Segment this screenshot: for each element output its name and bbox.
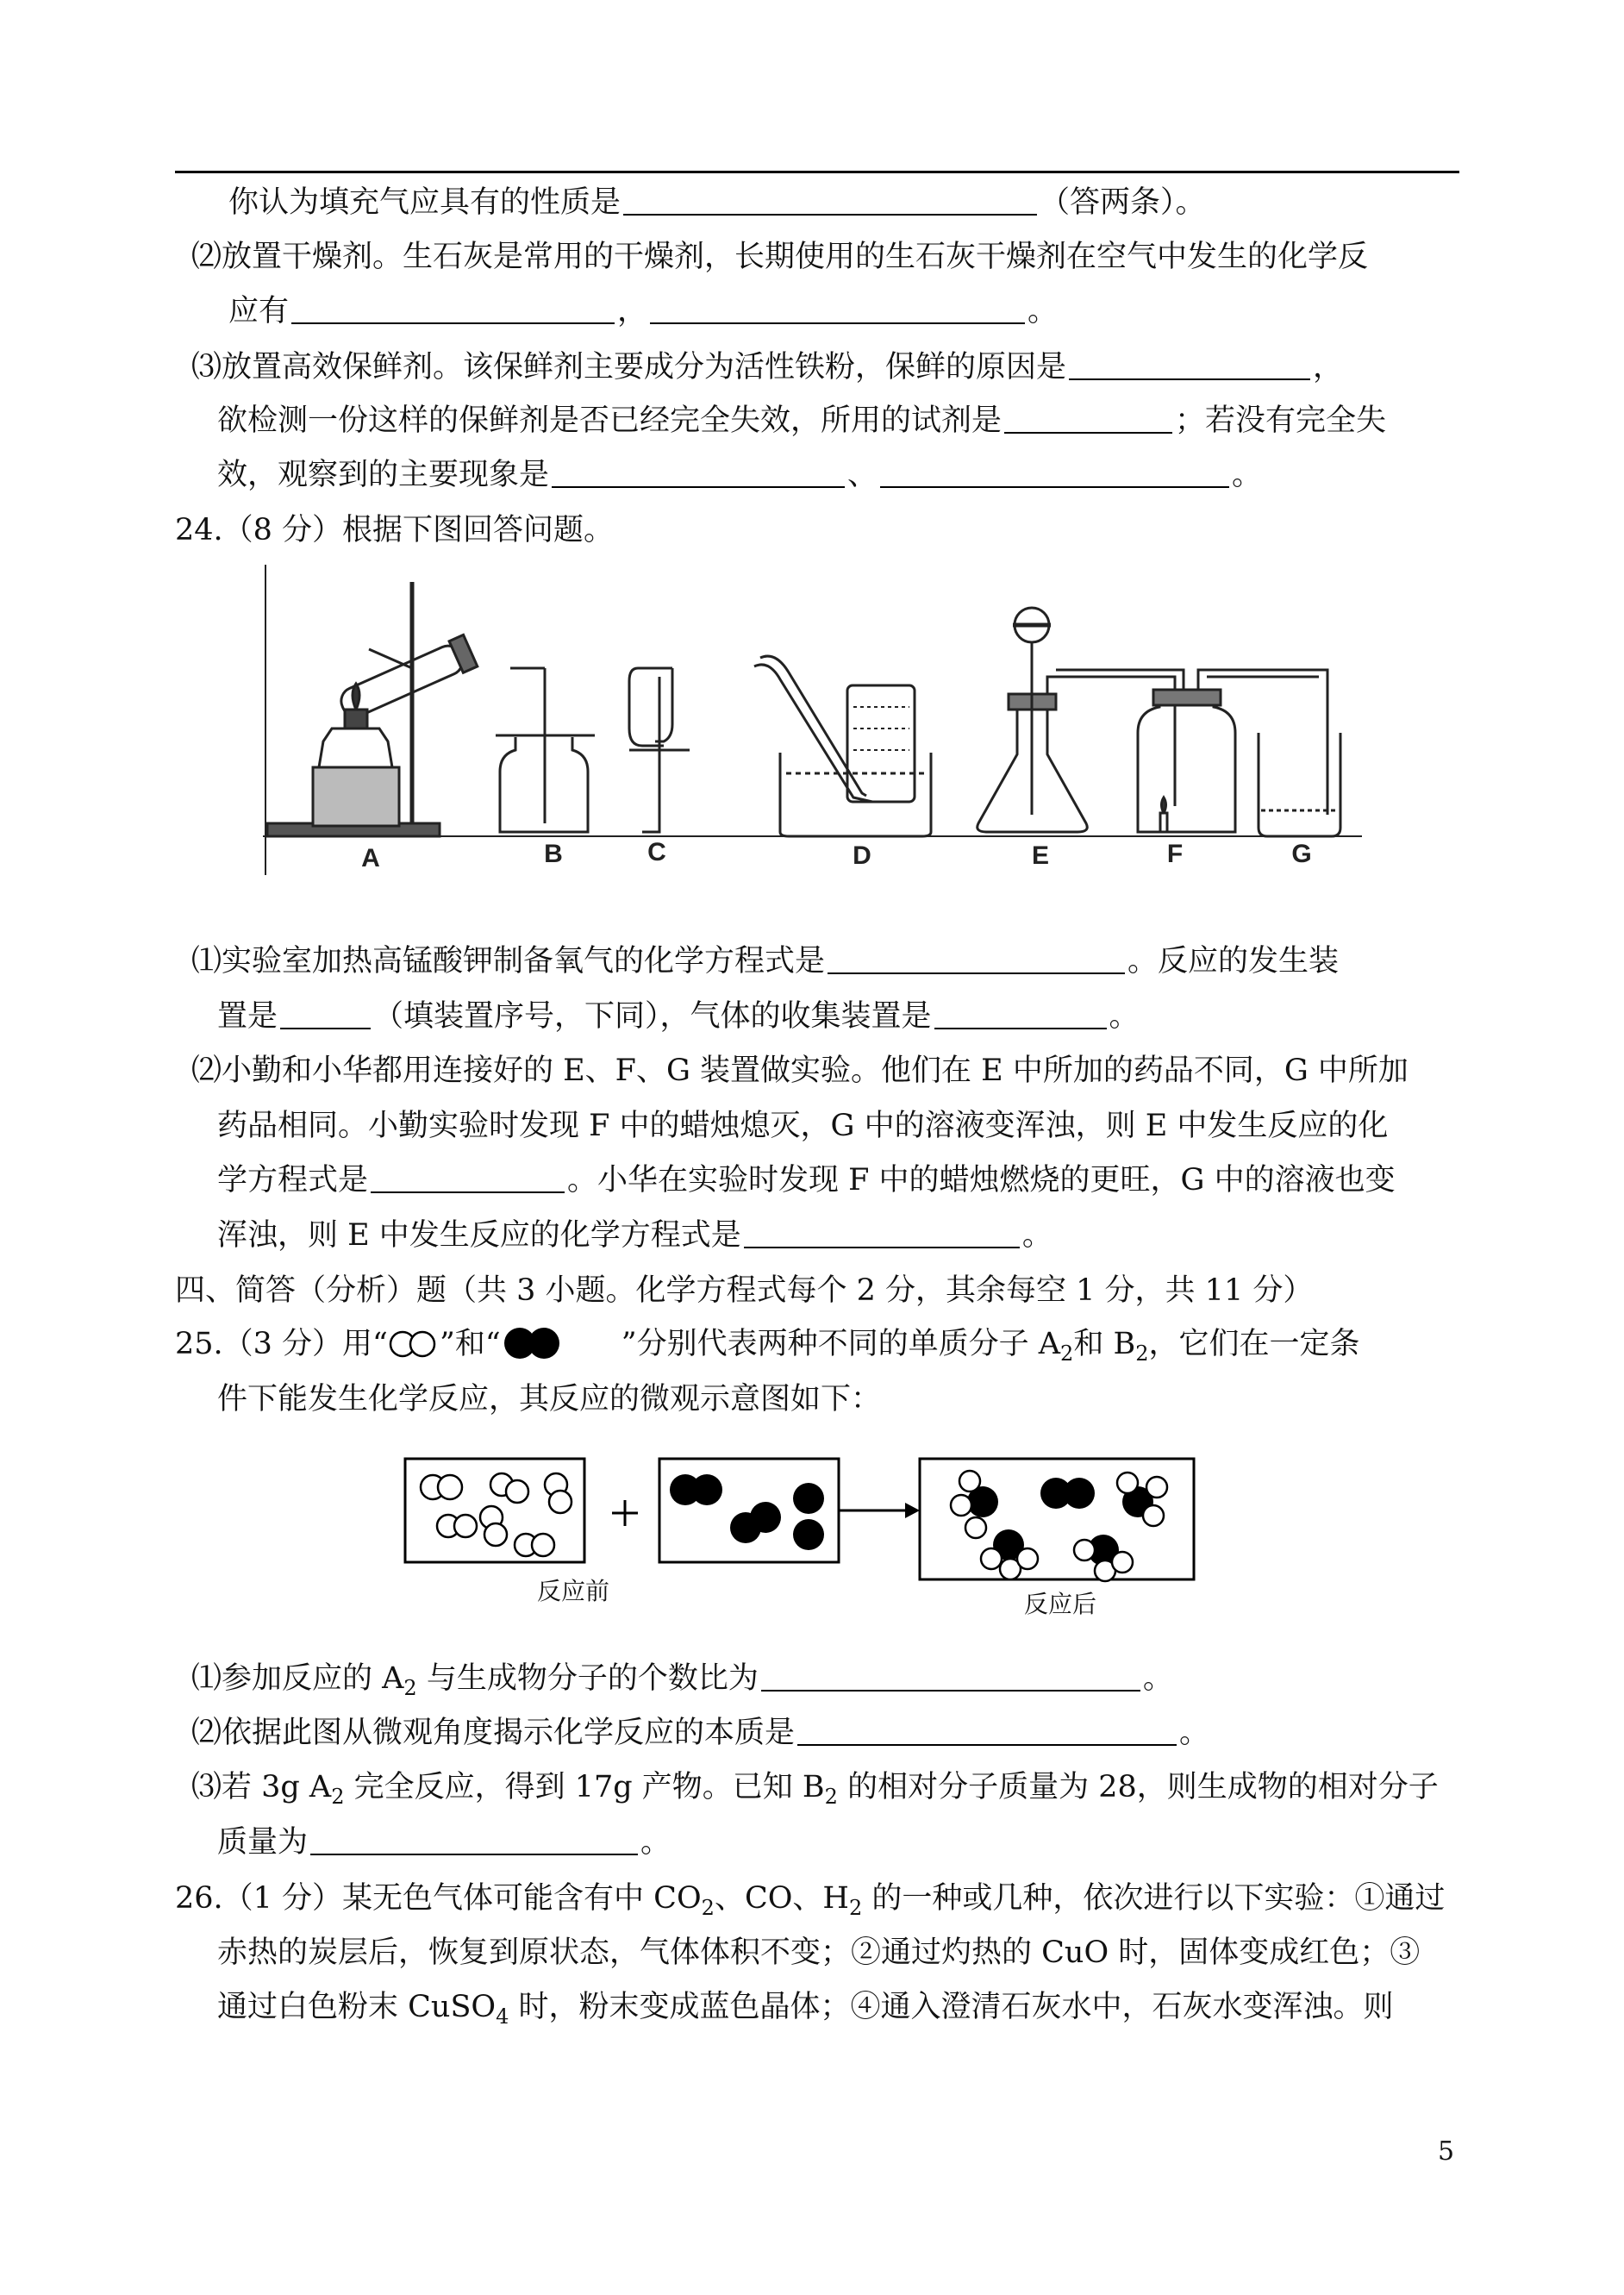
q23-line-3: 应有 ， 。 [228, 294, 1059, 328]
label-d: D [853, 841, 871, 870]
q23-line-2: ⑵放置干燥剂。生石灰是常用的干燥剂，长期使用的生石灰干燥剂在空气中发生的化学反 [191, 240, 1369, 274]
answer-blank[interactable] [744, 1217, 1020, 1248]
q24-line-3: ⑵小勤和小华都用连接好的 E、F、G 装置做实验。他们在 E 中所加的药品不同，G 中所加 [191, 1054, 1409, 1088]
answer-blank[interactable] [552, 457, 845, 488]
label-a: A [361, 844, 380, 872]
label-c: C [647, 838, 666, 866]
apparatus-b [496, 668, 595, 832]
q23-line-1: 你认为填充气应具有的性质是 （答两条）。 [228, 185, 1206, 220]
label-b: B [544, 840, 563, 868]
answer-blank[interactable] [650, 293, 1025, 324]
q24-line-4: 药品相同。小勤实验时发现 F 中的蜡烛熄灭，G 中的溶液变浑浊，则 E 中发生反应的化 [217, 1109, 1389, 1143]
q24-line-1: ⑴实验室加热高锰酸钾制备氧气的化学方程式是 。反应的发生装 [191, 944, 1340, 979]
q25-line-2: 件下能发生化学反应，其反应的微观示意图如下： [217, 1382, 882, 1416]
q24-title: 24.（8 分）根据下图回答问题。 [175, 513, 615, 547]
apparatus-c [629, 668, 690, 832]
apparatus-a [267, 582, 478, 836]
answer-blank[interactable] [310, 1824, 638, 1855]
apparatus-d [754, 656, 931, 836]
section-4-heading: 四、简答（分析）题（共 3 小题。化学方程式每个 2 分，其余每空 1 分，共 11 分） [175, 1273, 1314, 1308]
q25-line-1: 25.（3 分）用“ ”和“ ”分别代表两种不同的单质分子 $A_2$和 $B_2$，它们在一定条 [175, 1327, 1360, 1366]
reaction-diagram [397, 1448, 1207, 1621]
q26-line-3: 通过白色粉末 CuSO$_4$ 时，粉末变成蓝色晶体；④通入澄清石灰水中，石灰水变浑浊。则 [217, 1990, 1394, 2029]
header-rule [175, 171, 1459, 173]
answer-blank[interactable] [828, 943, 1125, 974]
apparatus-figure [259, 565, 1379, 884]
q25-part-3: ⑶若 3g $A_2$ 完全反应，得到 17g 产物。已知 $B_2$ 的相对分子质量为 28，则生成物的相对分子 [191, 1770, 1439, 1809]
answer-blank[interactable] [1069, 349, 1310, 380]
answer-blank[interactable] [1004, 403, 1172, 434]
q25-part-1: ⑴参加反应的 $A_2$ 与生成物分子的个数比为 。 [191, 1661, 1173, 1700]
label-f: F [1166, 840, 1184, 868]
answer-blank[interactable] [280, 998, 371, 1029]
apparatus-e [978, 608, 1088, 832]
label-g: G [1291, 840, 1312, 868]
black-molecule-icon [501, 1326, 570, 1360]
caption-after: 反应后 [1023, 1590, 1097, 1618]
answer-blank[interactable] [934, 998, 1107, 1029]
answer-blank[interactable] [623, 184, 1037, 216]
page-number: 5 [1438, 2136, 1455, 2167]
apparatus-f [1138, 670, 1327, 832]
q26-line-2: 赤热的炭层后，恢复到原状态，气体体积不变；②通过灼热的 CuO 时，固体变成红色；③ [217, 1935, 1421, 1970]
q25-part-2: ⑵依据此图从微观角度揭示化学反应的本质是 。 [191, 1716, 1210, 1750]
q26-line-1: 26.（1 分）某无色气体可能含有中 $CO_2$、CO、$H_2$ 的一种或几种，依次进行以下实验：①通过 [175, 1881, 1446, 1920]
answer-blank[interactable] [291, 293, 615, 324]
answer-blank[interactable] [797, 1715, 1177, 1746]
q23-line-6: 效，观察到的主要现象是 、 。 [217, 458, 1263, 492]
label-e: E [1031, 841, 1050, 870]
q24-line-6: 浑浊，则 E 中发生反应的化学方程式是 。 [217, 1218, 1052, 1253]
q24-line-2: 置是 （填装置序号，下同），气体的收集装置是 。 [217, 999, 1140, 1034]
q23-line-5: 欲检测一份这样的保鲜剂是否已经完全失效，所用的试剂是 ；若没有完全失 [217, 403, 1387, 438]
caption-before: 反应前 [536, 1577, 610, 1605]
q25-part-4: 质量为 。 [217, 1825, 671, 1860]
white-molecule-icon [388, 1329, 440, 1359]
q23-line-4: ⑶放置高效保鲜剂。该保鲜剂主要成分为活性铁粉，保鲜的原因是 ， [191, 350, 1344, 385]
answer-blank[interactable] [880, 457, 1229, 488]
q24-line-5: 学方程式是 。小华在实验时发现 F 中的蜡烛燃烧的更旺，G 中的溶液也变 [217, 1163, 1396, 1198]
answer-blank[interactable] [371, 1162, 565, 1193]
answer-blank[interactable] [761, 1660, 1140, 1692]
